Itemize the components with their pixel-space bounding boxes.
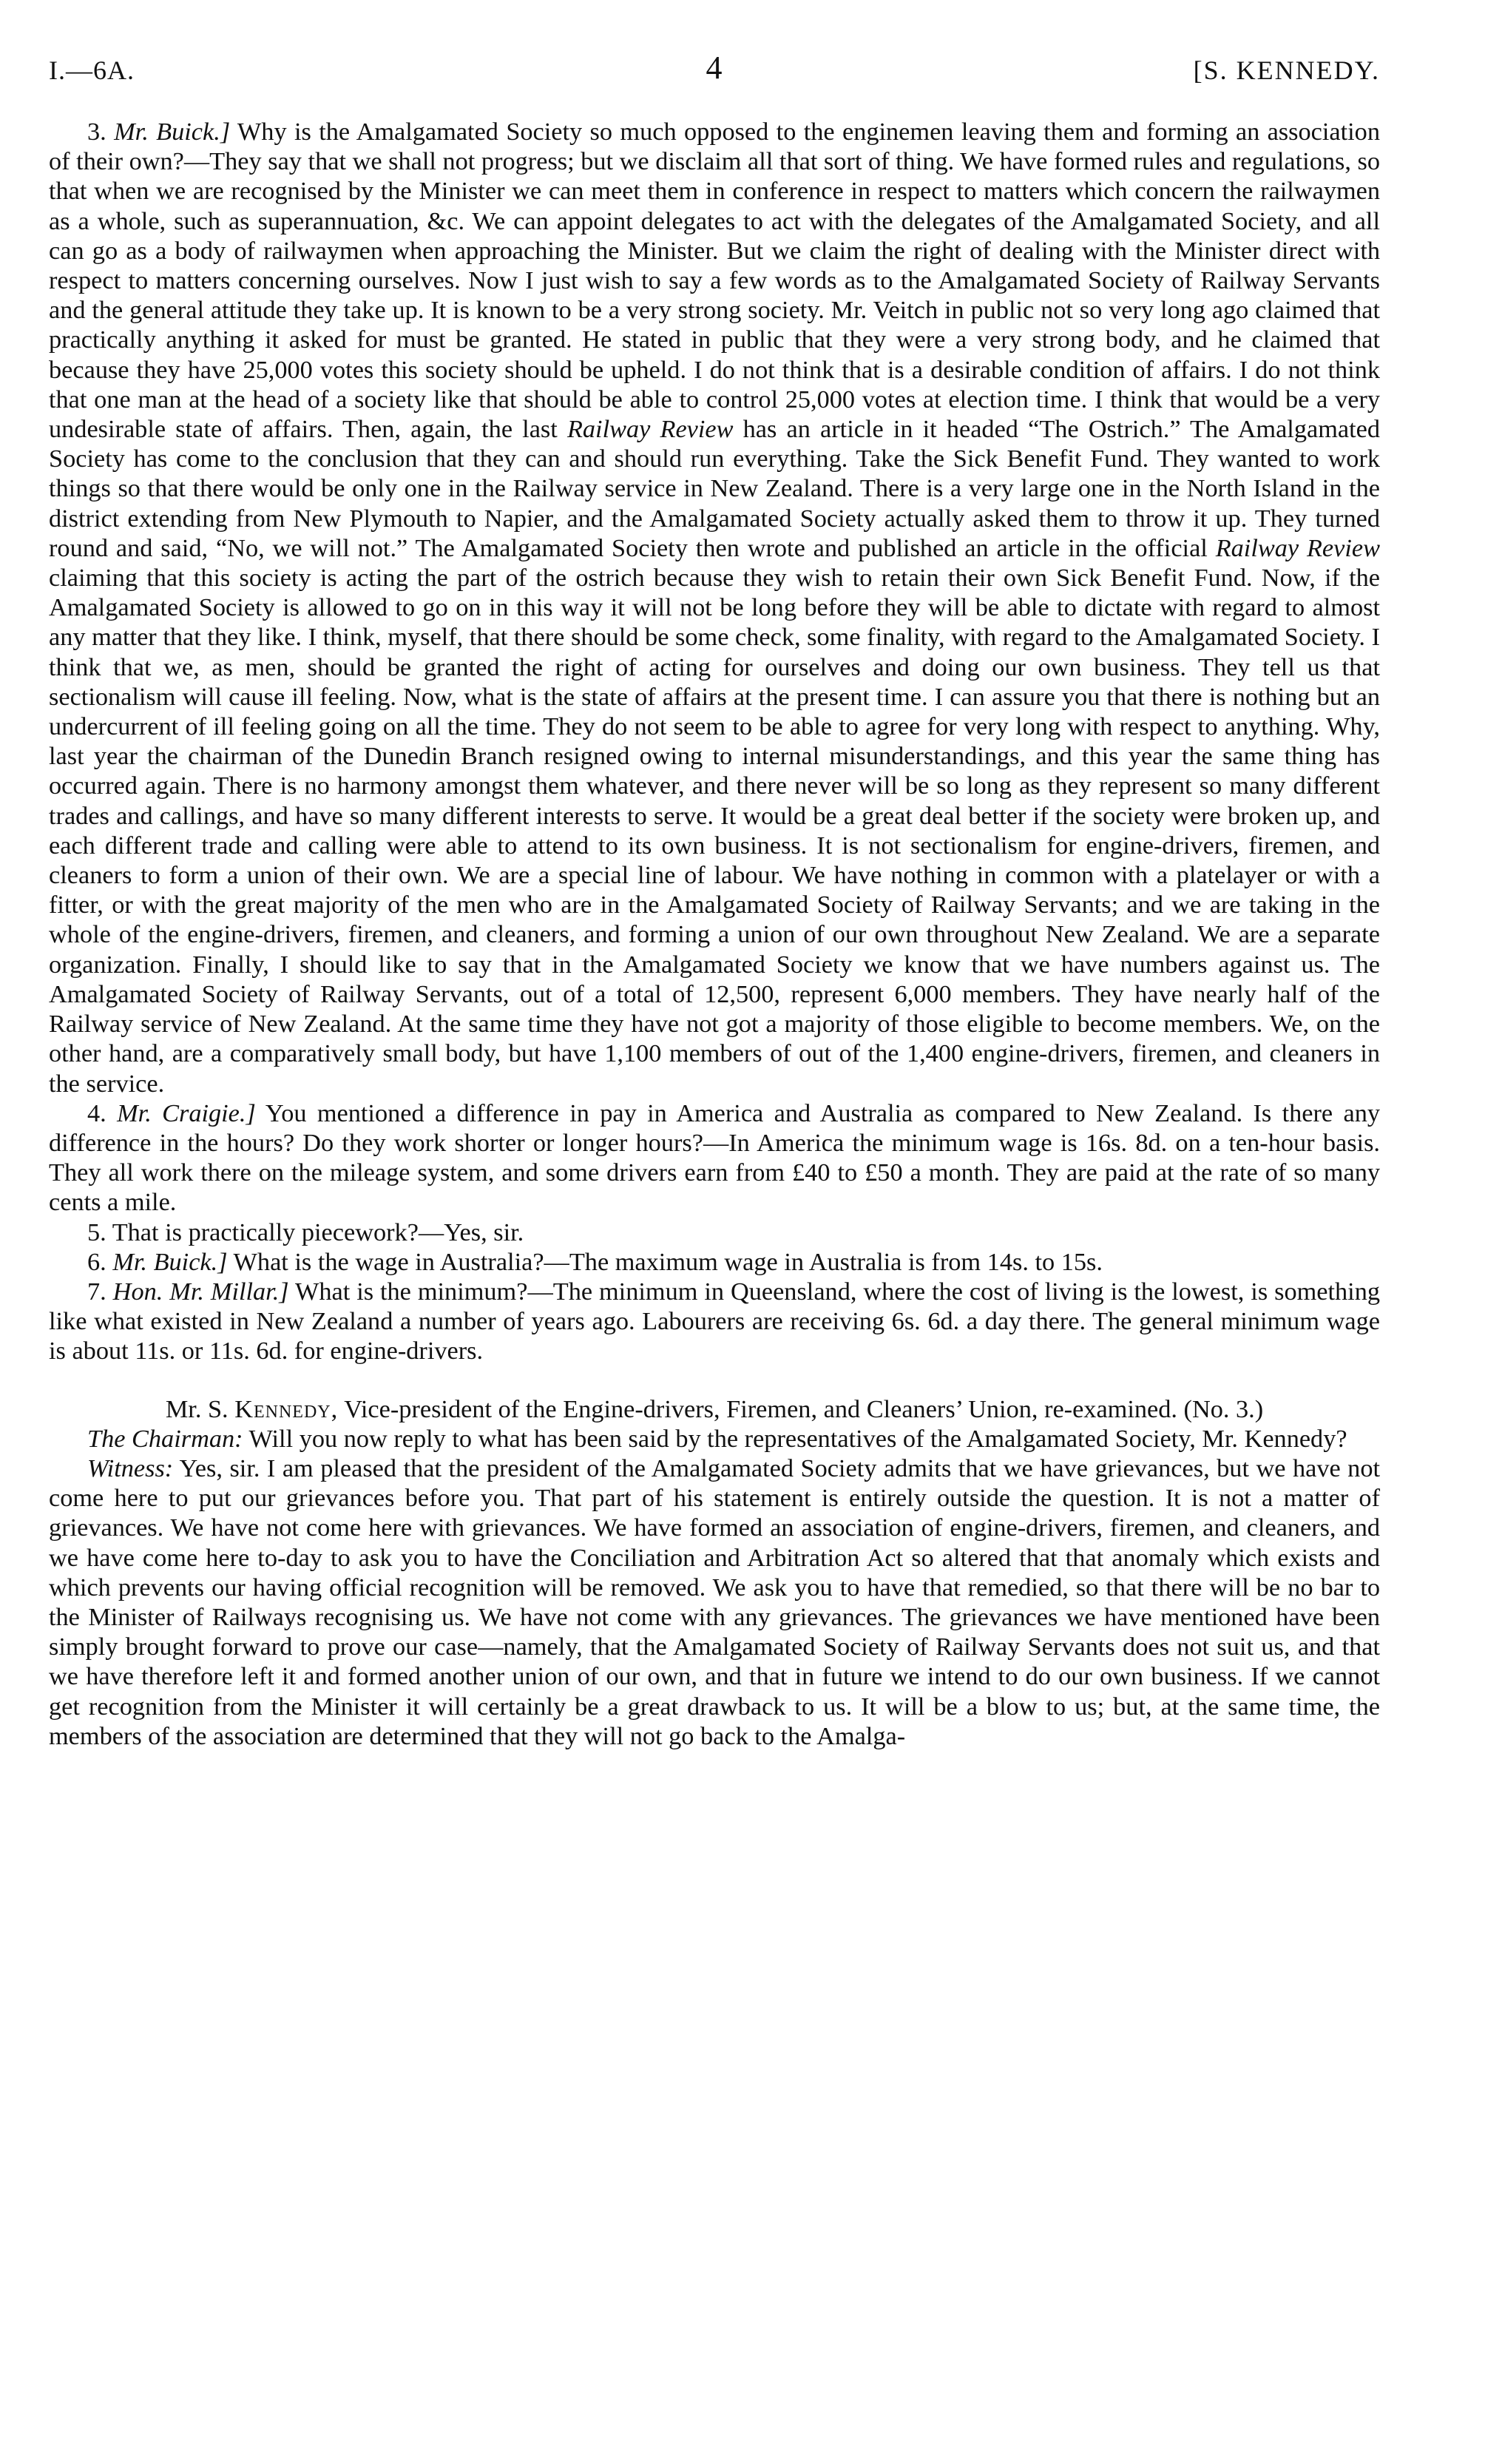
- question-number: 7.: [87, 1277, 106, 1306]
- paragraph-text: Will you now reply to what has been said by the representatives of the Amalgamated Society, Mr. Kennedy?: [248, 1424, 1347, 1453]
- paragraph-text: That is practically piecework?—Yes, sir.: [112, 1218, 524, 1246]
- page-body: [49, 117, 1380, 1751]
- questioner: Mr. Buick.]: [114, 118, 231, 146]
- question-number: 3.: [87, 118, 106, 146]
- question-paragraph-5: [49, 1218, 1380, 1247]
- questioner: Mr. Craigie.]: [117, 1098, 256, 1127]
- page-number: 4: [706, 50, 723, 86]
- publication-title: Railway Review: [1215, 533, 1380, 562]
- question-paragraph-3: [49, 117, 1380, 1098]
- question-number: 6.: [87, 1247, 106, 1276]
- parliamentary-paper-ref: I.—6A.: [49, 55, 135, 85]
- paragraph-text: What is the wage in Australia?—The maximum wage in Australia is from 14s. to 15s.: [233, 1247, 1103, 1276]
- paragraph-text: What is the minimum?—The minimum in Queensland, where the cost of living is the lowest, is something like what existed in New Zealand a number of years ago. Labourers are receiving 6s. 6d. a day there. The general minimum wage is about 11s. or 11s. 6d. for engine-drivers.: [49, 1277, 1380, 1366]
- publication-title: Railway Review: [566, 415, 734, 444]
- question-paragraph-4: [49, 1098, 1380, 1218]
- witness-paragraph: [49, 1454, 1380, 1751]
- paragraph-text: Why is the Amalgamated Society so much opposed to the enginemen leaving them and forming an association of their own?—They say that we shall not progress; but we disclaim all that sort of thing. We have formed rules and regulations, so that when we are recognised by the Minister we can meet them in conference in respect to matters which concern the railwaymen as a whole, such as superannuation, &c. We can appoint delegates to act with the delegates of the Amalgamated Society, and all can go as a body of railwaymen when approaching the Minister. But we claim the right of dealing with the Minister direct with respect to matters concerning ourselves. Now I just wish to say a few words as to the Amalgamated Society of Railway Servants and the general attitude they take up. It is known to be a very strong society. Mr. Veitch in public not so very long ago claimed that practically anything it asked for must be granted. He stated in public that they were a very strong body, and he claimed that because they have 25,000 votes this society should be upheld. I do not think that is a desirable condition of affairs. I do not think that one man at the head of a society like that should be able to control 25,000 votes at election time. I think that would be a very undesirable state of affairs. Then, again, the last: [49, 118, 1380, 444]
- witness-running-head: [S. KENNEDY.: [1193, 55, 1380, 85]
- question-paragraph-6: [49, 1247, 1380, 1277]
- chairman-paragraph: [49, 1424, 1380, 1454]
- witness-description: Vice-president of the Engine-drivers, Firemen, and Cleaners’ Union, re-examined. (No. 3.): [344, 1394, 1264, 1423]
- page-header: [49, 49, 1380, 87]
- question-number: 5.: [87, 1218, 106, 1246]
- paragraph-text: has an article in it headed “The Ostrich.” The Amalgamated Society has come to the conclusion that they can and should run everything. Take the Sick Benefit Fund. They wanted to work things so that there would be only one in the Railway service in New Zealand. There is a very large one in the North Island in the district extending from New Plymouth to Napier, and the Amalgamated Society actually asked them to throw it up. They turned round and said, “No, we will not.” The Amalgamated Society then wrote and published an article in the official: [49, 415, 1380, 562]
- question-number: 4.: [87, 1098, 106, 1127]
- witness-prefix: Mr. S.: [165, 1394, 229, 1423]
- paragraph-text: claiming that this society is acting the part of the ostrich because they wish to retain their own Sick Benefit Fund. Now, if the Amalgamated Society is allowed to go on in this way it will not be long before they will be able to dictate with regard to almost any matter that they like. I think, myself, that there should be some check, some finality, with regard to the Amalgamated Society. I think that we, as men, should be granted the right of acting for ourselves and doing our own business. They tell us that sectionalism will cause ill feeling. Now, what is the state of affairs at the present time. I can assure you that there is nothing but an undercurrent of ill feeling going on all the time. They do not seem to be able to agree for very long with respect to anything. Why, last year the chairman of the Dunedin Branch resigned owing to internal misunderstandings, and this year the same thing has occurred again. There is no harmony amongst them whatever, and there never will be so long as they represent so many different trades and callings, and have so many different interests to serve. It would be a great deal better if the society were broken up, and each different trade and calling were able to attend to its own business. It is not sectionalism for engine-drivers, firemen, and cleaners to form a union of their own. We are a special line of labour. We have nothing in common with a platelayer or with a fitter, or with the great majority of the men who are in the Amalgamated Society of Railway Servants; and we are taking in the whole of the engine-drivers, firemen, and cleaners, and forming a union of our own throughout New Zealand. We are a separate organization. Finally, I should like to say that in the Amalgamated Society we know that we have numbers against us. The Amalgamated Society of Railway Servants, out of a total of 12,500, represent 6,000 members. They have nearly half of the Railway service of New Zealand. At the same time they have not got a majority of those eligible to become members. We, on the other hand, are a comparatively small body, but have 1,100 members of out of the 1,400 engine-drivers, firemen, and cleaners in the service.: [49, 564, 1380, 1098]
- witness-label: Witness:: [87, 1454, 174, 1482]
- witness-name: Kennedy,: [234, 1394, 339, 1423]
- paragraph-text: You mentioned a difference in pay in America and Australia as compared to New Zealand. Is there any difference in the hours? Do they work shorter or longer hours?—In America the minimum wage is 16s. 8d. on a ten-hour basis. They all work there on the mileage system, and some drivers earn from £40 to £50 a month. They are paid at the rate of so many cents a mile.: [49, 1098, 1381, 1217]
- witness-heading: [49, 1394, 1380, 1424]
- questioner: Hon. Mr. Millar.]: [112, 1277, 289, 1306]
- chairman-label: The Chairman:: [87, 1424, 243, 1453]
- question-paragraph-7: [49, 1277, 1380, 1366]
- questioner: Mr. Buick.]: [112, 1247, 228, 1276]
- paragraph-text: Yes, sir. I am pleased that the president of the Amalgamated Society admits that we have grievances, but we have not come here to put our grievances before you. That part of his statement is entirely outside the question. It is not a matter of grievances. We have not come here with grievances. We have formed an association of engine-drivers, firemen, and cleaners, and we have come here to-day to ask you to have the Conciliation and Arbitration Act so altered that that anomaly which exists and which prevents our having official recognition will be removed. We ask you to have that remedied, so that there will be no bar to the Minister of Railways recognising us. We have not come with any grievances. The grievances we have mentioned have been simply brought forward to prove our case—namely, that the Amalgamated Society of Railway Servants does not suit us, and that we have therefore left it and formed another union of our own, and that in future we intend to do our own business. If we cannot get recognition from the Minister it will certainly be a great drawback to us. It will be a blow to us; but, at the same time, the members of the association are determined that they will not go back to the Amalga-: [49, 1454, 1381, 1750]
